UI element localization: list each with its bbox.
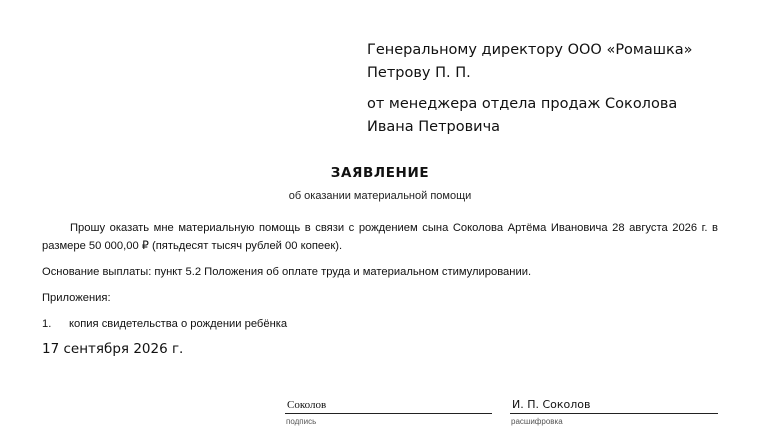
- document-date: 17 сентября 2026 г.: [42, 341, 184, 357]
- payment-basis: Основание выплаты: пункт 5.2 Положения об оплате труда и материальном стимулировании.: [42, 266, 532, 278]
- decoding-field: [510, 397, 718, 426]
- request-paragraph: Прошу оказать мне материальную помощь в связи с рождением сына Соколова Артёма Ивановича 28 августа 2026 г. в размере 50 000,00 ₽ (пятьдесят тысяч рублей 00 копеек).: [42, 222, 718, 252]
- recipient-block: [367, 39, 693, 85]
- addressee-block: [367, 39, 693, 139]
- decoding-value: И. П. Соколов: [510, 397, 718, 414]
- recipient-name: Петрову П. П.: [367, 65, 471, 81]
- sender-position: от менеджера отдела продаж Соколова: [367, 96, 678, 112]
- sender-block: [367, 93, 693, 139]
- signature-value: Соколов: [285, 397, 492, 414]
- signature-caption: подпись: [286, 417, 317, 426]
- attachments-label: Приложения:: [42, 292, 111, 304]
- document-title: ЗАЯВЛЕНИЕ: [330, 165, 430, 181]
- sender-name: Ивана Петровича: [367, 119, 501, 135]
- attachment-item: [42, 315, 287, 333]
- attachment-text: копия свидетельства о рождении ребёнка: [69, 318, 288, 330]
- document-subtitle: об оказании материальной помощи: [288, 190, 472, 202]
- recipient-position: Генеральному директору ООО «Ромашка»: [367, 42, 693, 58]
- attachment-number: 1.: [42, 318, 52, 330]
- signature-field: [285, 397, 492, 426]
- decoding-caption: расшифровка: [511, 417, 563, 426]
